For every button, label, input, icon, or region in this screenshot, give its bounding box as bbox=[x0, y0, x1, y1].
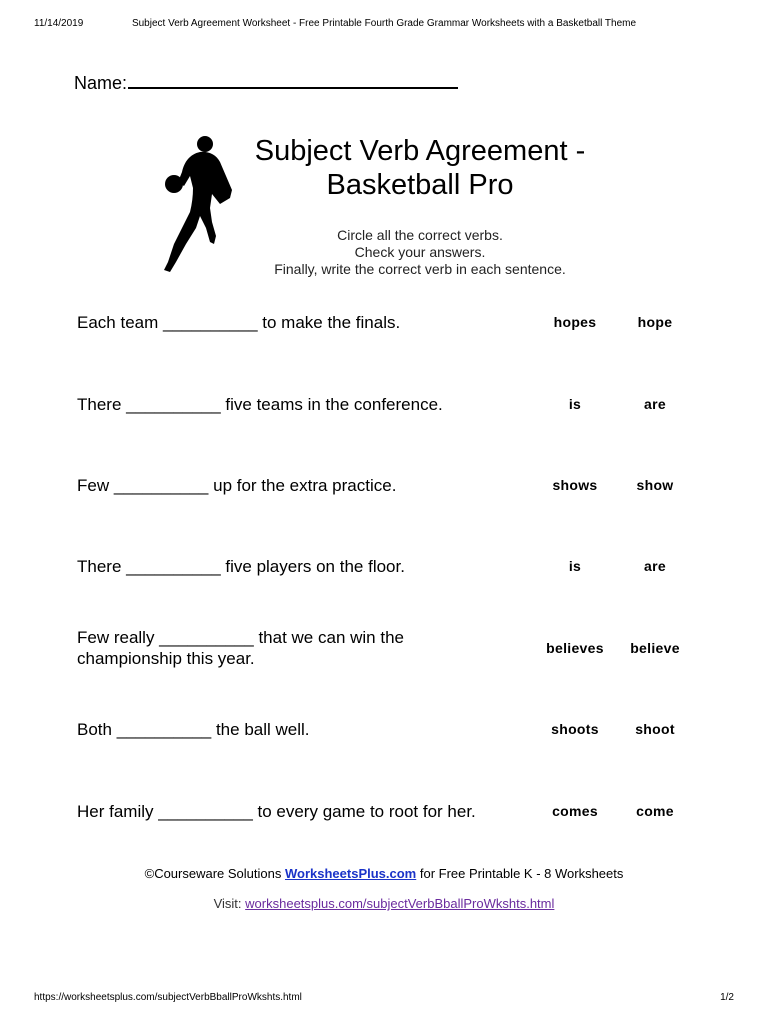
verb-option[interactable]: hopes bbox=[553, 314, 597, 330]
instruction-line: Finally, write the correct verb in each sentence. bbox=[274, 261, 566, 277]
title-line-1: Subject Verb Agreement - bbox=[254, 135, 586, 167]
visit-line bbox=[0, 896, 768, 911]
copyright-suffix: for Free Printable K - 8 Worksheets bbox=[416, 866, 624, 881]
verb-option[interactable]: is bbox=[568, 396, 582, 412]
verb-option[interactable]: are bbox=[644, 396, 666, 412]
question-sentence: Few __________ up for the extra practice. bbox=[77, 476, 397, 495]
print-date: 11/14/2019 bbox=[34, 18, 84, 29]
question-sentence: There __________ five players on the floor. bbox=[77, 557, 405, 576]
verb-option[interactable]: hope bbox=[637, 314, 673, 330]
verb-option[interactable]: shoot bbox=[635, 721, 675, 737]
question-sentence: There __________ five teams in the conference. bbox=[77, 395, 443, 414]
visit-label: Visit: bbox=[213, 896, 246, 911]
instruction-line: Check your answers. bbox=[354, 244, 486, 260]
visit-link[interactable]: worksheetsplus.com/subjectVerbBballProWkshts.html bbox=[245, 896, 555, 911]
name-blank-line bbox=[128, 71, 458, 89]
question-sentence: Each team __________ to make the finals. bbox=[77, 313, 401, 332]
print-page-number: 1/2 bbox=[720, 992, 734, 1003]
verb-option[interactable]: shows bbox=[552, 477, 598, 493]
instructions bbox=[220, 227, 620, 278]
copyright-line bbox=[0, 866, 768, 881]
copyright-prefix: ©Courseware Solutions bbox=[144, 866, 285, 881]
print-page-title: Subject Verb Agreement Worksheet - Free Printable Fourth Grade Grammar Worksheets with a Basketball Theme bbox=[131, 18, 637, 29]
brand-link[interactable]: WorksheetsPlus.com bbox=[284, 866, 417, 881]
verb-option[interactable]: is bbox=[568, 558, 582, 574]
verb-option[interactable]: are bbox=[644, 558, 666, 574]
verb-option[interactable]: show bbox=[636, 477, 674, 493]
question-sentence: Both __________ the ball well. bbox=[77, 720, 310, 739]
verb-option[interactable]: believes bbox=[546, 640, 604, 656]
print-footer-url: https://worksheetsplus.com/subjectVerbBballProWkshts.html bbox=[34, 992, 302, 1003]
name-label: Name: bbox=[74, 73, 128, 93]
question-sentence: Her family __________ to every game to root for her. bbox=[77, 802, 476, 821]
question-sentence: Few really __________ that we can win the championship this year. bbox=[77, 628, 404, 668]
verb-option[interactable]: shoots bbox=[551, 721, 599, 737]
instruction-line: Circle all the correct verbs. bbox=[337, 227, 503, 243]
verb-option[interactable]: comes bbox=[552, 803, 598, 819]
verb-option[interactable]: believe bbox=[630, 640, 680, 656]
verb-option[interactable]: come bbox=[636, 803, 674, 819]
title-line-2: Basketball Pro bbox=[326, 169, 514, 201]
name-field-row bbox=[74, 71, 458, 94]
worksheet-title bbox=[220, 134, 620, 202]
